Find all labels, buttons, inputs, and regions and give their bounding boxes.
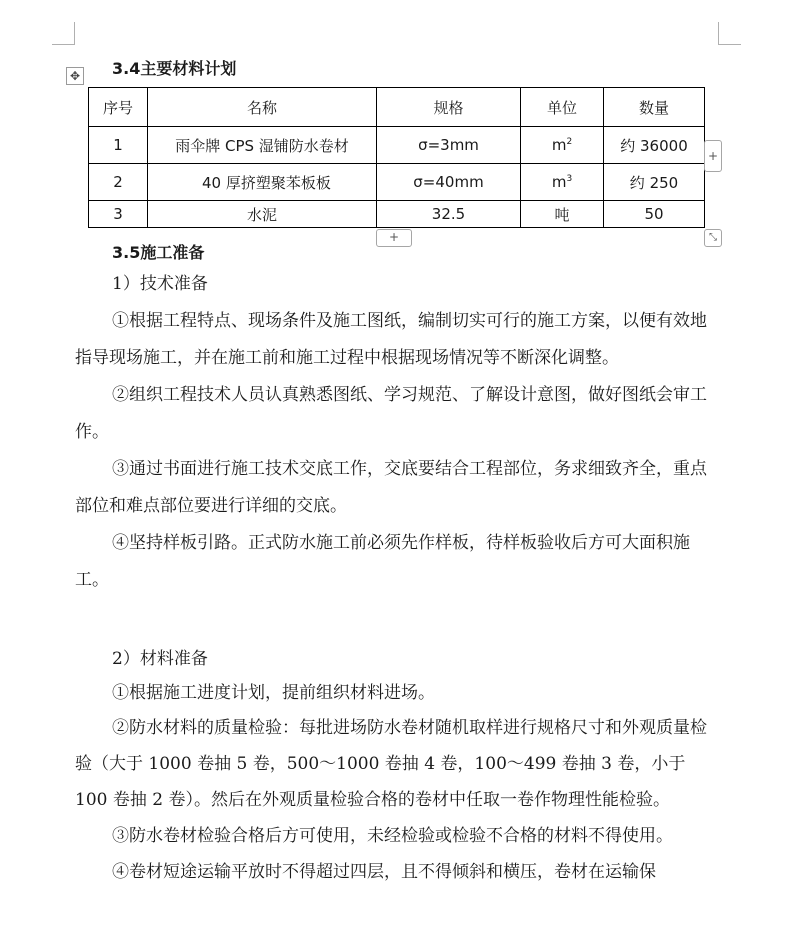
- subsection-title-material: 2）材料准备: [112, 649, 208, 669]
- table-cell[interactable]: σ=3mm: [377, 127, 521, 164]
- paragraph: ②组织工程技术人员认真熟悉图纸、学习规范、了解设计意图，做好图纸会审工作。: [75, 385, 707, 442]
- body-text-materials: [75, 642, 720, 890]
- section-heading-3-5: 3.5施工准备: [112, 243, 205, 262]
- paragraph: ①根据工程特点、现场条件及施工图纸，编制切实可行的施工方案，以便有效地指导现场施工，并在施工前和施工过程中根据现场情况等不断深化调整。: [75, 311, 707, 368]
- table-header-cell[interactable]: 规格: [377, 88, 521, 127]
- move-icon[interactable]: ✥: [66, 67, 84, 85]
- paragraph: ①根据施工进度计划，提前组织材料进场。: [112, 683, 435, 703]
- paragraph: ④卷材短途运输平放时不得超过四层，且不得倾斜和横压，卷材在运输保: [112, 862, 656, 882]
- paragraph: ④坚持样板引路。正式防水施工前必须先作样板，待样板验收后方可大面积施工。: [75, 533, 690, 590]
- table-resize-handle[interactable]: ⤡: [704, 229, 722, 247]
- paragraph: ③通过书面进行施工技术交底工作，交底要结合工程部位，务求细致齐全，重点部位和难点部位要进行详细的交底。: [75, 459, 707, 516]
- table-cell-unit[interactable]: [521, 164, 604, 201]
- table-cell[interactable]: σ=40mm: [377, 164, 521, 201]
- table-cell[interactable]: 32.5: [377, 201, 521, 228]
- table-cell-unit[interactable]: [521, 127, 604, 164]
- table-header-cell[interactable]: 序号: [89, 88, 148, 127]
- body-text: [75, 266, 720, 599]
- table-row: [89, 164, 705, 201]
- table-cell[interactable]: 3: [89, 201, 148, 228]
- page-margin-marker-top-right: [718, 22, 741, 45]
- table-cell[interactable]: 40 厚挤塑聚苯板板: [148, 164, 377, 201]
- table-cell[interactable]: 约 36000: [604, 127, 705, 164]
- add-column-button[interactable]: +: [704, 140, 722, 172]
- materials-table: [88, 87, 705, 228]
- table-row: [89, 127, 705, 164]
- add-row-button[interactable]: +: [376, 229, 412, 247]
- table-header-cell[interactable]: 名称: [148, 88, 377, 127]
- table-cell[interactable]: 雨伞牌 CPS 湿铺防水卷材: [148, 127, 377, 164]
- unit-superscript: 2: [566, 137, 573, 147]
- table-header-cell[interactable]: 数量: [604, 88, 705, 127]
- paragraph: ②防水材料的质量检验：每批进场防水卷材随机取样进行规格尺寸和外观质量检验（大于 1000 卷抽 5 卷，500～1000 卷抽 4 卷，100～499 卷抽 3 卷，小于 100 卷抽 2 卷）。然后在外观质量检验合格的卷材中任取一卷作物理性能检验。: [75, 718, 707, 810]
- unit-text: m: [551, 136, 567, 154]
- table-row: [89, 201, 705, 228]
- subsection-title-tech: 1）技术准备: [112, 274, 208, 294]
- table-cell[interactable]: 约 250: [604, 164, 705, 201]
- table-cell[interactable]: 吨: [521, 201, 604, 228]
- table-cell[interactable]: 1: [89, 127, 148, 164]
- table-cell[interactable]: 2: [89, 164, 148, 201]
- unit-text: m: [551, 173, 567, 191]
- table-cell[interactable]: 水泥: [148, 201, 377, 228]
- section-heading-3-4: 3.4主要材料计划: [112, 59, 237, 78]
- table-cell[interactable]: 50: [604, 201, 705, 228]
- unit-superscript: 3: [566, 174, 573, 184]
- paragraph: ③防水卷材检验合格后方可使用，未经检验或检验不合格的材料不得使用。: [112, 826, 673, 846]
- table-header-cell[interactable]: 单位: [521, 88, 604, 127]
- page-margin-marker-top-left: [52, 22, 75, 45]
- table-header-row: [89, 88, 705, 127]
